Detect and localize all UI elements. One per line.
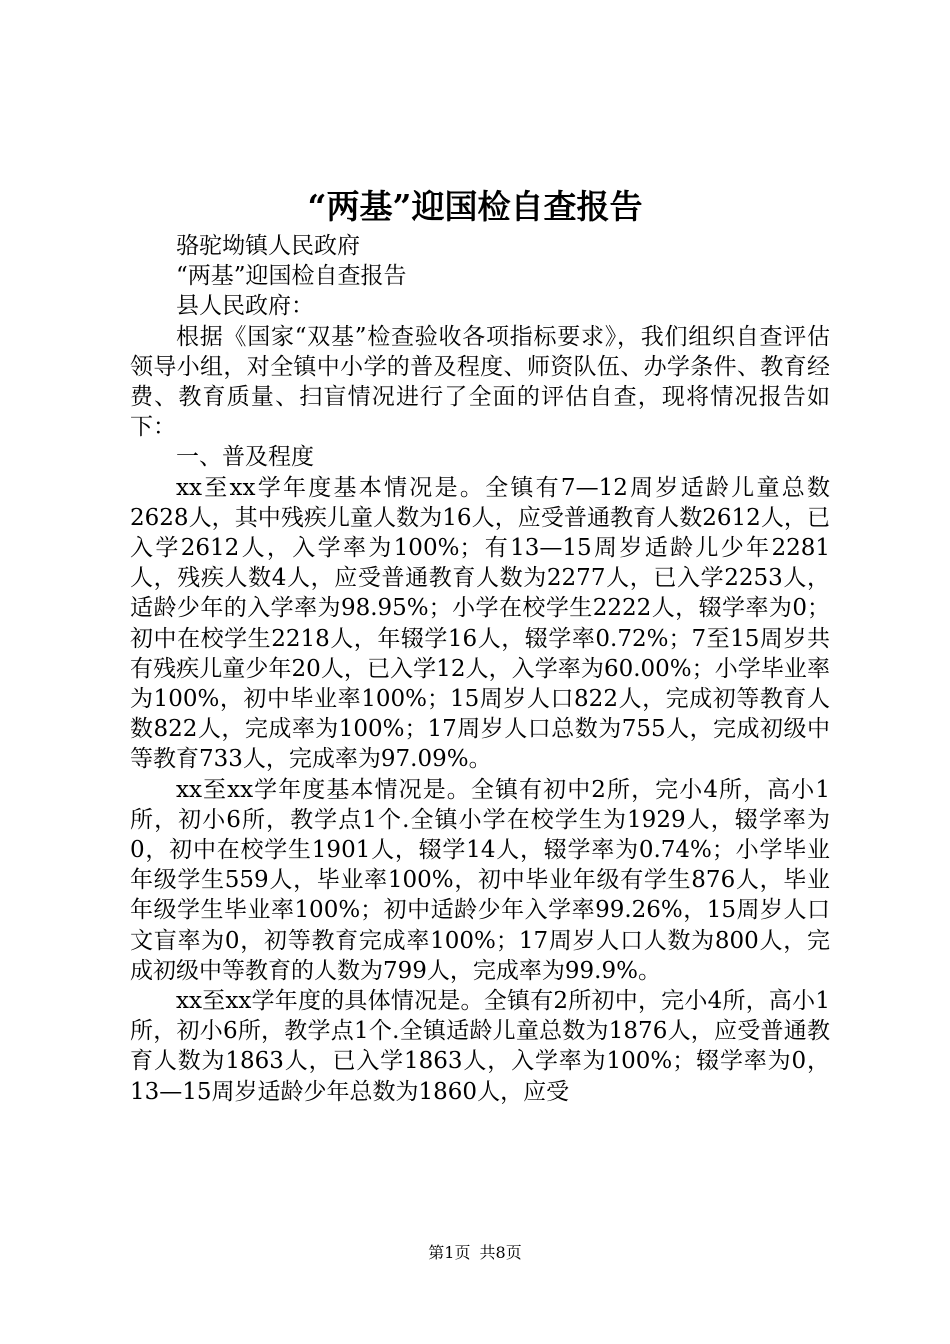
document-title: “两基”迎国检自查报告 xyxy=(307,187,643,226)
page-total: 共8页 xyxy=(479,1243,522,1262)
page-number: 第1页 xyxy=(428,1243,471,1262)
page-footer xyxy=(0,1241,950,1265)
body-paragraph: xx至xx学年度基本情况是。全镇有7—12周岁适龄儿童总数2628人，其中残疾儿童人数为16人，应受普通教育人数2612人，已入学2612人，入学率为100%；有13—15周岁适龄儿少年2281人，残疾人数4人，应受普通教育人数为2277人，已入学2253人，适龄少年的入学率为98.95%；小学在校学生2222人，辍学率为0；初中在校学生2218人，年辍学16人，辍学率0.72%；7至15周岁共有残疾儿童少年20人，已入学12人，入学率为60.00%；小学毕业率为100%，初中毕业率100%；15周岁人口822人，完成初等教育人数822人，完成率为100%；17周岁人口总数为755人，完成初级中等教育733人，完成率为97.09%。 xyxy=(130,474,830,773)
report-subtitle: “两基”迎国检自查报告 xyxy=(176,263,407,290)
body-paragraph: xx至xx学年度的具体情况是。全镇有2所初中，完小4所，高小1所，初小6所，教学点1个.全镇适龄儿童总数为1876人，应受普通教育人数为1863人，已入学1863人，入学率为100%；辍学率为0，13—15周岁适龄少年总数为1860人，应受 xyxy=(130,988,830,1105)
salutation: 县人民政府： xyxy=(176,293,314,320)
section-heading: 一、普及程度 xyxy=(176,444,314,471)
document-body xyxy=(130,231,830,1107)
issuer-line: 骆驼坳镇人民政府 xyxy=(176,233,360,259)
intro-paragraph: 根据《国家“双基”检查验收各项指标要求》，我们组织自查评估领导小组，对全镇中小学的普及程度、师资队伍、办学条件、教育经费、教育质量、扫盲情况进行了全面的评估自查，现将情况报告如下： xyxy=(130,323,830,441)
body-paragraph: xx至xx学年度基本情况是。全镇有初中2所，完小4所，高小1所，初小6所，教学点1个.全镇小学在校学生为1929人，辍学率为0，初中在校学生1901人，辍学14人，辍学率为0.74%；小学毕业年级学生559人，毕业率100%，初中毕业年级有学生876人，毕业年级学生毕业率100%；初中适龄少年入学率99.26%，15周岁人口文盲率为0，初等教育完成率100%；17周岁人口人数为800人，完成初级中等教育的人数为799人，完成率为99.9%。 xyxy=(130,776,830,984)
